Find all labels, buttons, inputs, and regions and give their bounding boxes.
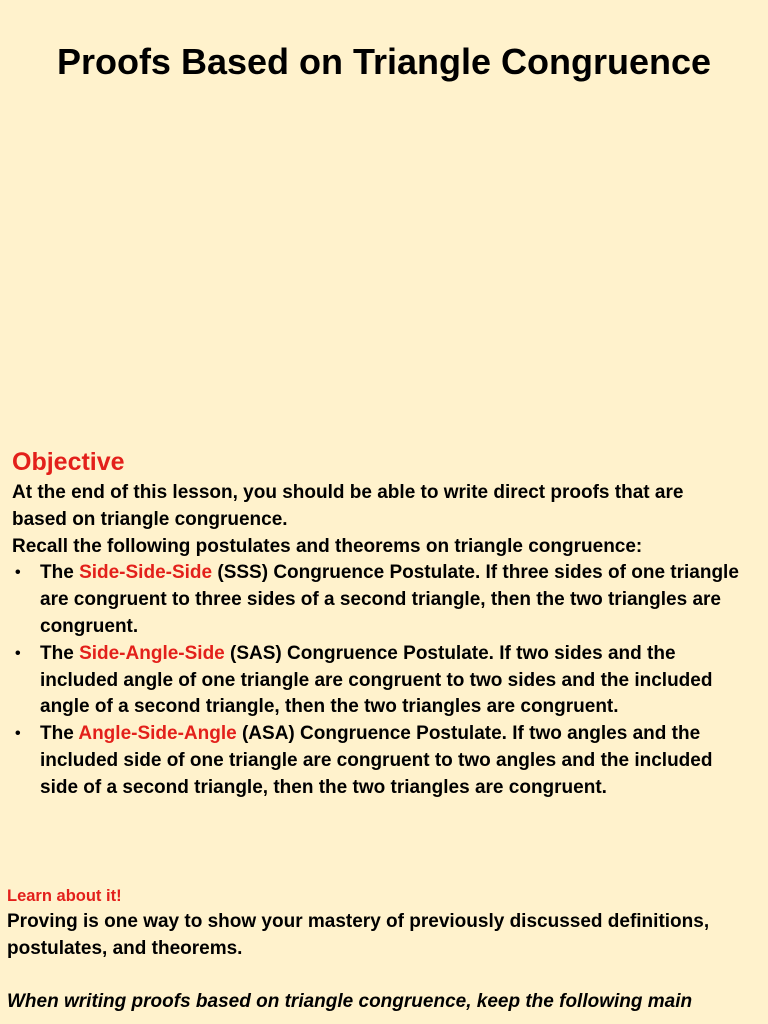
bullet-line <box>40 560 762 587</box>
intro-line: Recall the following postulates and theorems on triangle congruence: <box>12 535 643 557</box>
bullet-lead: The <box>40 562 80 584</box>
bullet-rest: (SAS) Congruence Postulate. If two sides and the <box>224 642 676 664</box>
bullet-rest: (ASA) Congruence Postulate. If two angles and the <box>236 723 701 745</box>
bullet-line: included angle of one triangle are congruent to two sides and the included <box>40 669 713 691</box>
learn-line: postulates, and theorems. <box>7 937 243 959</box>
bullet-item-asa <box>12 721 762 801</box>
learn-line: Proving is one way to show your mastery of previously discussed definitions, <box>7 910 710 932</box>
bullet-item-sas <box>12 641 762 721</box>
objective-heading: Objective <box>12 448 125 476</box>
learn-heading: Learn about it! <box>7 887 122 905</box>
bullet-rest: (SSS) Congruence Postulate. If three sides of one triangle <box>212 562 739 584</box>
bullet-line: angle of a second triangle, then the two triangles are congruent. <box>40 696 619 718</box>
bullet-marker: • <box>15 564 21 582</box>
bullet-line: are congruent to three sides of a second triangle, then the two triangles are <box>40 589 721 611</box>
bullet-line: included side of one triangle are congruent to two angles and the included <box>40 749 713 771</box>
page-title: Proofs Based on Triangle Congruence <box>56 41 712 82</box>
bullet-line: congruent. <box>40 615 139 637</box>
bullet-line <box>40 641 762 668</box>
learn-section <box>7 908 762 962</box>
bullet-item-sss <box>12 560 762 640</box>
bullet-marker: • <box>15 725 21 743</box>
bullet-line <box>40 721 762 748</box>
bullet-lead: The <box>40 723 79 745</box>
bullet-lead: The <box>40 642 80 664</box>
postulate-term: Angle-Side-Angle <box>78 723 237 745</box>
postulate-term: Side-Angle-Side <box>79 642 225 664</box>
intro-line: based on triangle congruence. <box>12 508 288 530</box>
note-paragraph <box>7 988 762 1015</box>
postulate-term: Side-Side-Side <box>79 562 213 584</box>
bullet-line: side of a second triangle, then the two triangles are congruent. <box>40 776 607 798</box>
bullet-marker: • <box>15 644 21 662</box>
intro-line: At the end of this lesson, you should be able to write direct proofs that are <box>12 482 684 503</box>
note-line: When writing proofs based on triangle congruence, keep the following main <box>7 990 693 1012</box>
objective-section <box>12 480 762 802</box>
